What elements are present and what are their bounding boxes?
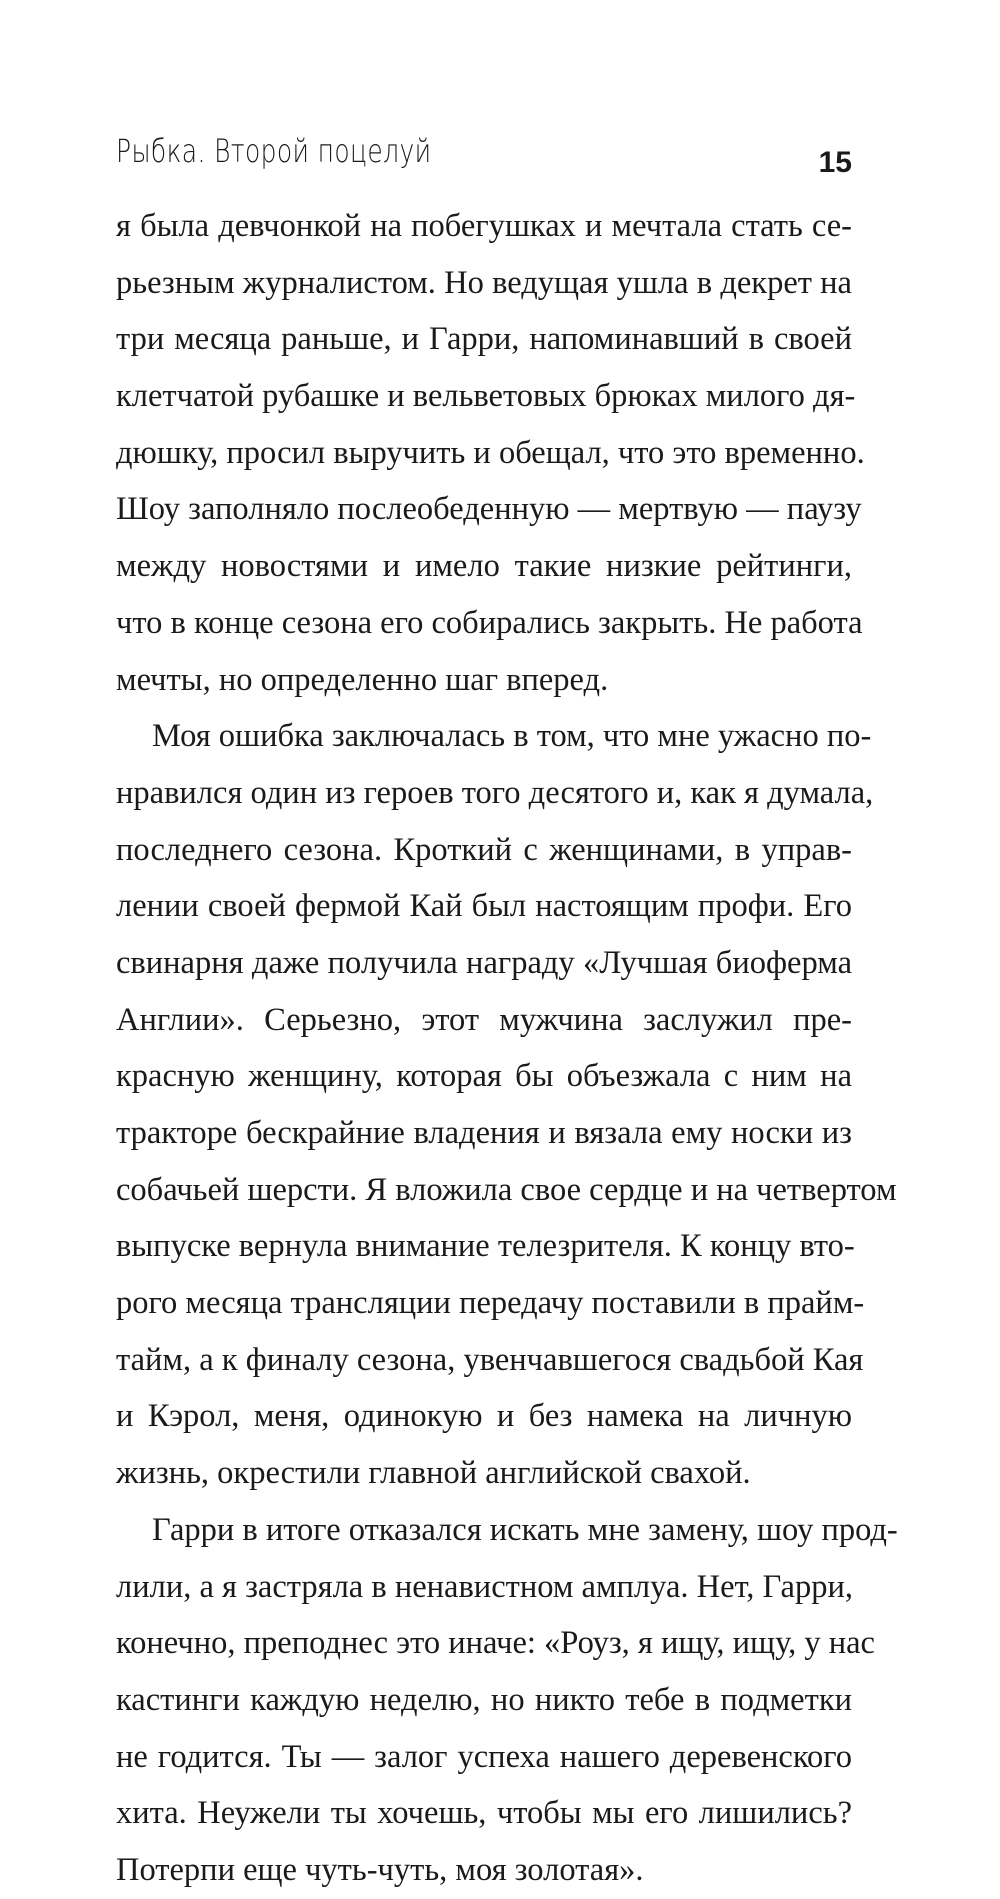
text-line: рого месяца трансляции передачу поставили в прайм- — [116, 1285, 865, 1322]
text-line: мечты, но определенно шаг вперед. — [116, 661, 609, 698]
text-line: свинарня даже получила награду «Лучшая биоферма — [116, 944, 852, 981]
page-number: 15 — [818, 146, 852, 179]
text-line: красную женщину, которая бы объезжала с ним на — [116, 1058, 852, 1095]
text-line: лили, а я застряла в ненавистном амплуа. Нет, Гарри, — [116, 1568, 853, 1605]
text-line: рьезным журналистом. Но ведущая ушла в декрет на — [116, 264, 852, 301]
text-line: я была девчонкой на побегушках и мечтала стать се- — [116, 208, 852, 244]
text-line: Моя ошибка заключалась в том, что мне ужасно по- — [152, 718, 872, 755]
text-line: хита. Неужели ты хочешь, чтобы мы его лишились? — [116, 1795, 852, 1832]
paragraph-2 — [116, 708, 897, 1502]
text-line: кастинги каждую неделю, но никто тебе в подметки — [116, 1681, 852, 1718]
text-line: три месяца раньше, и Гарри, напоминавший в своей — [116, 321, 852, 358]
text-line: последнего сезона. Кроткий с женщинами, в управ- — [116, 831, 852, 868]
text-line: тайм, а к финалу сезона, увенчавшегося свадьбой Кая — [116, 1341, 864, 1378]
body-text — [116, 198, 898, 1899]
paragraph-1 — [116, 198, 865, 708]
text-line: и Кэрол, меня, одинокую и без намека на личную — [116, 1398, 852, 1435]
text-line: клетчатой рубашке и вельветовых брюках милого дя- — [116, 378, 856, 415]
text-line: Англии». Серьезно, этот мужчина заслужил пре- — [116, 1001, 852, 1038]
text-line: Потерпи еще чуть-чуть, моя золотая». — [116, 1851, 644, 1888]
text-line: жизнь, окрестили главной английской свахой. — [116, 1455, 751, 1492]
text-line: конечно, преподнес это иначе: «Роуз, я ищу, ищу, у нас — [116, 1625, 875, 1662]
text-line: лении своей фермой Кай был настоящим профи. Его — [116, 888, 852, 925]
paragraph-3 — [116, 1502, 898, 1899]
text-line: тракторе бескрайние владения и вязала ему носки из — [116, 1115, 852, 1151]
text-line: собачьей шерсти. Я вложила свое сердце и на четвертом — [116, 1171, 897, 1208]
text-line: между новостями и имело такие низкие рейтинги, — [116, 548, 852, 585]
running-head-title: Рыбка. Второй поцелуй — [116, 132, 432, 170]
text-line: что в конце сезона его собирались закрыть. Не работа — [116, 604, 863, 641]
text-line: выпуске вернула внимание телезрителя. К концу вто- — [116, 1228, 855, 1265]
text-line: Шоу заполняло послеобеденную — мертвую — паузу — [116, 491, 862, 528]
text-line: Гарри в итоге отказался искать мне замену, шоу прод- — [152, 1511, 898, 1548]
text-line: дюшку, просил выручить и обещал, что это временно. — [116, 434, 865, 471]
text-line: не годится. Ты — залог успеха нашего деревенского — [116, 1738, 852, 1775]
text-line: нравился один из героев того десятого и, как я думала, — [116, 774, 874, 811]
